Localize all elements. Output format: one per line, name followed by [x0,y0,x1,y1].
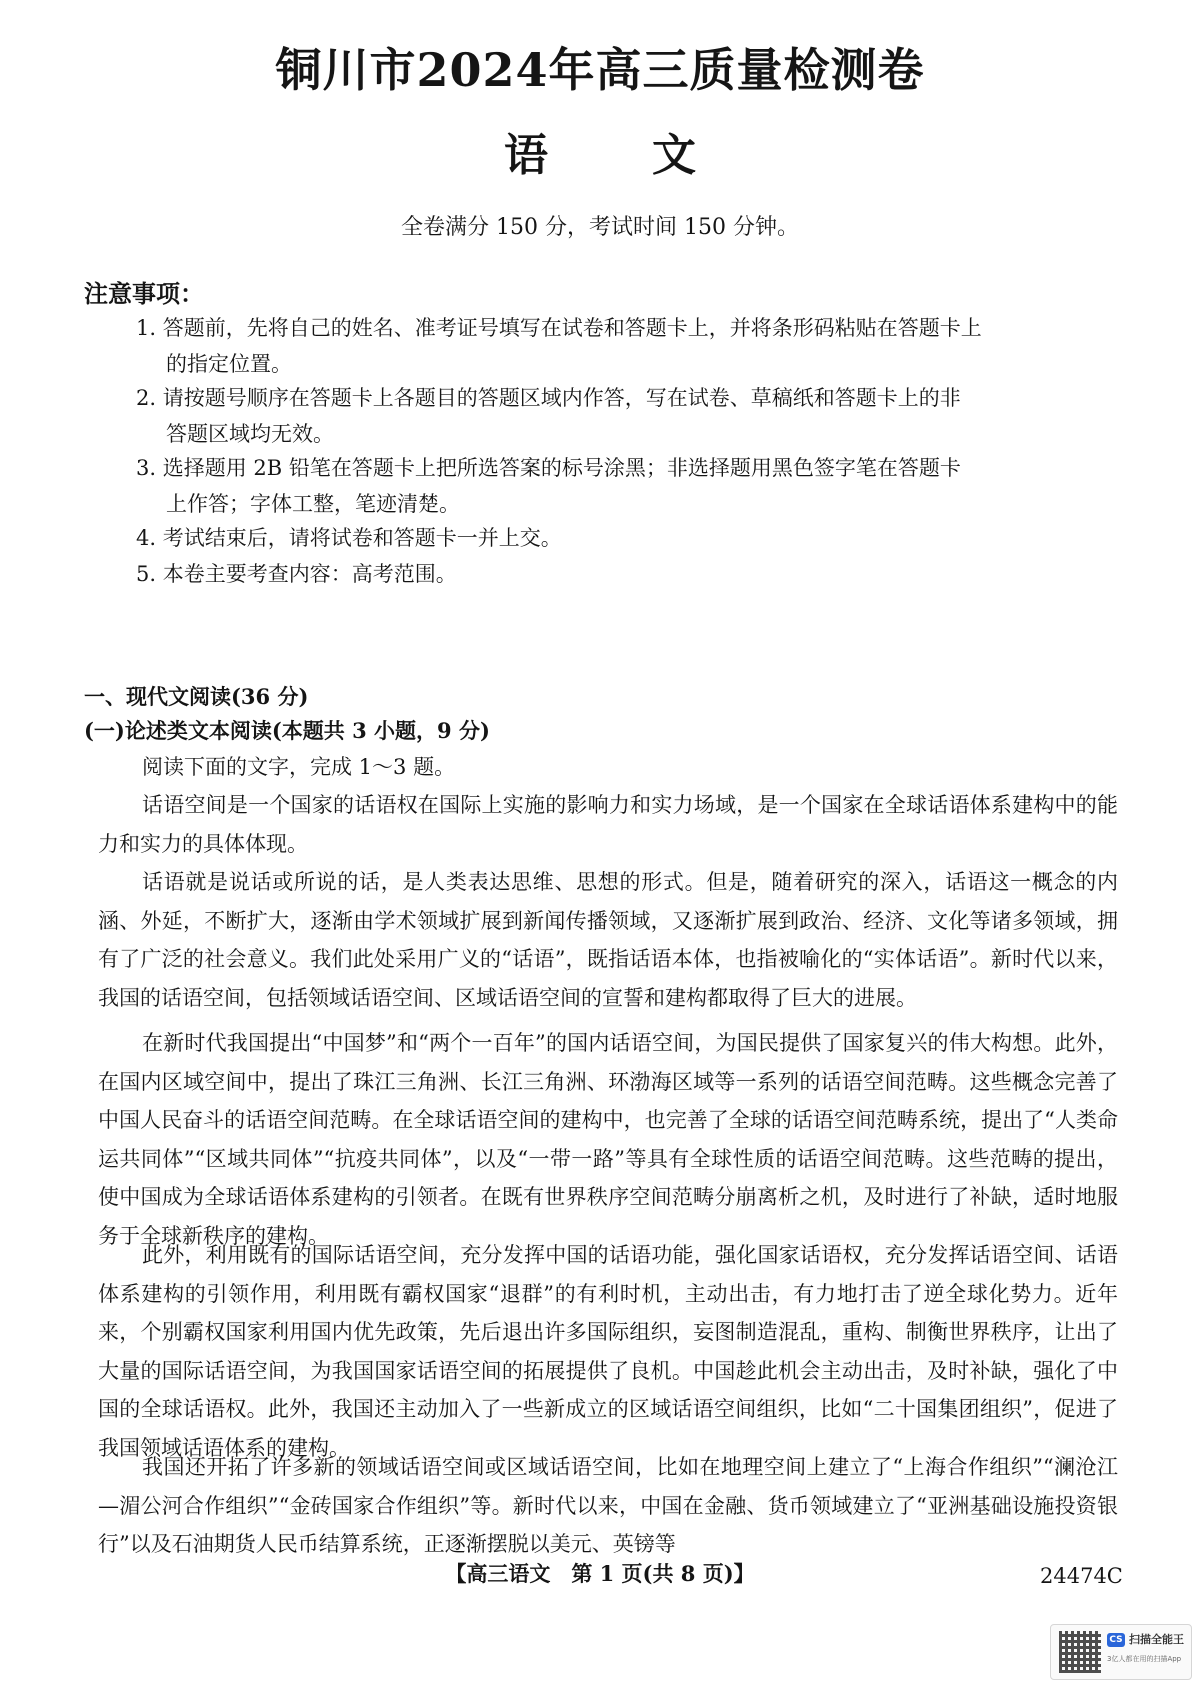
passage-paragraph: 话语就是说话或所说的话，是人类表达思维、思想的形式。但是，随着研究的深入，话语这一概念的内涵、外延，不断扩大，逐渐由学术领域扩展到新闻传播领域，又逐渐扩展到政治、经济、文化等诸多领域，拥有了广泛的社会意义。我们此处采用广义的“话语”，既指话语本体，也指被喻化的“实体话语”。新时代以来，我国的话语空间，包括领域话语空间、区域话语空间的宣誓和建构都取得了巨大的进展。 [98,870,1118,1010]
subject-char-2: 文 [652,130,696,181]
note-line-1: 5. 本卷主要考查内容：高考范围。 [136,562,457,586]
scanner-name: 扫描全能王 [1129,1633,1184,1646]
note-item [136,520,1116,556]
subject-title [0,128,1200,184]
qr-code-icon [1059,1631,1101,1673]
passage-paragraph: 我国还开拓了许多新的领域话语空间或区域话语空间，比如在地理空间上建立了“上海合作组织”“澜沧江—湄公河合作组织”“金砖国家合作组织”等。新时代以来，中国在金融、货币领域建立了“亚洲基础设施投资银行”以及石油期货人民币结算系统，正逐渐摆脱以美元、英镑等 [98,1455,1118,1556]
note-line-1: 3. 选择题用 2B 铅笔在答题卡上把所选答案的标号涂黑；非选择题用黑色签字笔在答题卡 [136,456,961,480]
note-line-2: 上作答；字体工整，笔迹清楚。 [166,492,460,516]
page-number-label: 【高三语文 第 1 页(共 8 页)】 [445,1561,755,1586]
notes-heading: 注意事项： [84,279,204,308]
exam-code: 24474C [1040,1564,1123,1588]
note-line-2: 的指定位置。 [166,352,292,376]
note-line-1: 4. 考试结束后，请将试卷和答题卡一并上交。 [136,526,562,550]
section-heading: 一、现代文阅读(36 分) [84,684,309,709]
note-item [136,310,1116,382]
exam-title: 铜川市2024年高三质量检测卷 [275,43,925,97]
passage-paragraph: 此外，利用既有的国际话语空间，充分发挥中国的话语功能，强化国家话语权，充分发挥话语空间、话语体系建构的引领作用，利用既有霸权国家“退群”的有利时机，主动出击，有力地打击了逆全球化势力。近年来，个别霸权国家利用国内优先政策，先后退出许多国际组织，妄图制造混乱，重构、制衡世界秩序，让出了大量的国际话语空间，为我国国家话语空间的拓展提供了良机。中国趁此机会主动出击，及时补缺，强化了中国的全球话语权。此外，我国还主动加入了一些新成立的区域话语空间组织，比如“二十国集团组织”，促进了我国领域话语体系的建构。 [98,1243,1118,1460]
note-item [136,380,1116,452]
note-line-1: 1. 答题前，先将自己的姓名、准考证号填写在试卷和答题卡上，并将条形码粘贴在答题卡上 [136,316,982,340]
scanner-tagline: 3亿人都在用的扫描App [1107,1655,1182,1663]
note-item [136,556,1116,592]
note-line-1: 2. 请按题号顺序在答题卡上各题目的答题区域内作答，写在试卷、草稿纸和答题卡上的非 [136,386,961,410]
reading-instruction: 阅读下面的文字，完成 1～3 题。 [142,755,456,779]
full-score-line: 全卷满分 150 分，考试时间 150 分钟。 [401,215,799,240]
subject-char-1: 语 [504,130,548,181]
passage-paragraph: 话语空间是一个国家的话语权在国际上实施的影响力和实力场域，是一个国家在全球话语体系建构中的能力和实力的具体体现。 [98,793,1118,856]
note-item [136,450,1116,522]
subsection-heading: (一)论述类文本阅读(本题共 3 小题，9 分) [84,718,490,743]
note-line-2: 答题区域均无效。 [166,422,334,446]
cs-logo-icon: CS [1107,1633,1125,1647]
passage-paragraph: 在新时代我国提出“中国梦”和“两个一百年”的国内话语空间，为国民提供了国家复兴的伟大构想。此外，在国内区域空间中，提出了珠江三角洲、长江三角洲、环渤海区域等一系列的话语空间范畴。这些概念完善了中国人民奋斗的话语空间范畴。在全球话语空间的建构中，也完善了全球的话语空间范畴系统，提出了“人类命运共同体”“区域共同体”“抗疫共同体”，以及“一带一路”等具有全球性质的话语空间范畴。这些范畴的提出，使中国成为全球话语体系建构的引领者。在既有世界秩序空间范畴分崩离析之机，及时进行了补缺，适时地服务于全球新秩序的建构。 [98,1031,1118,1248]
scanner-watermark [1050,1624,1192,1680]
